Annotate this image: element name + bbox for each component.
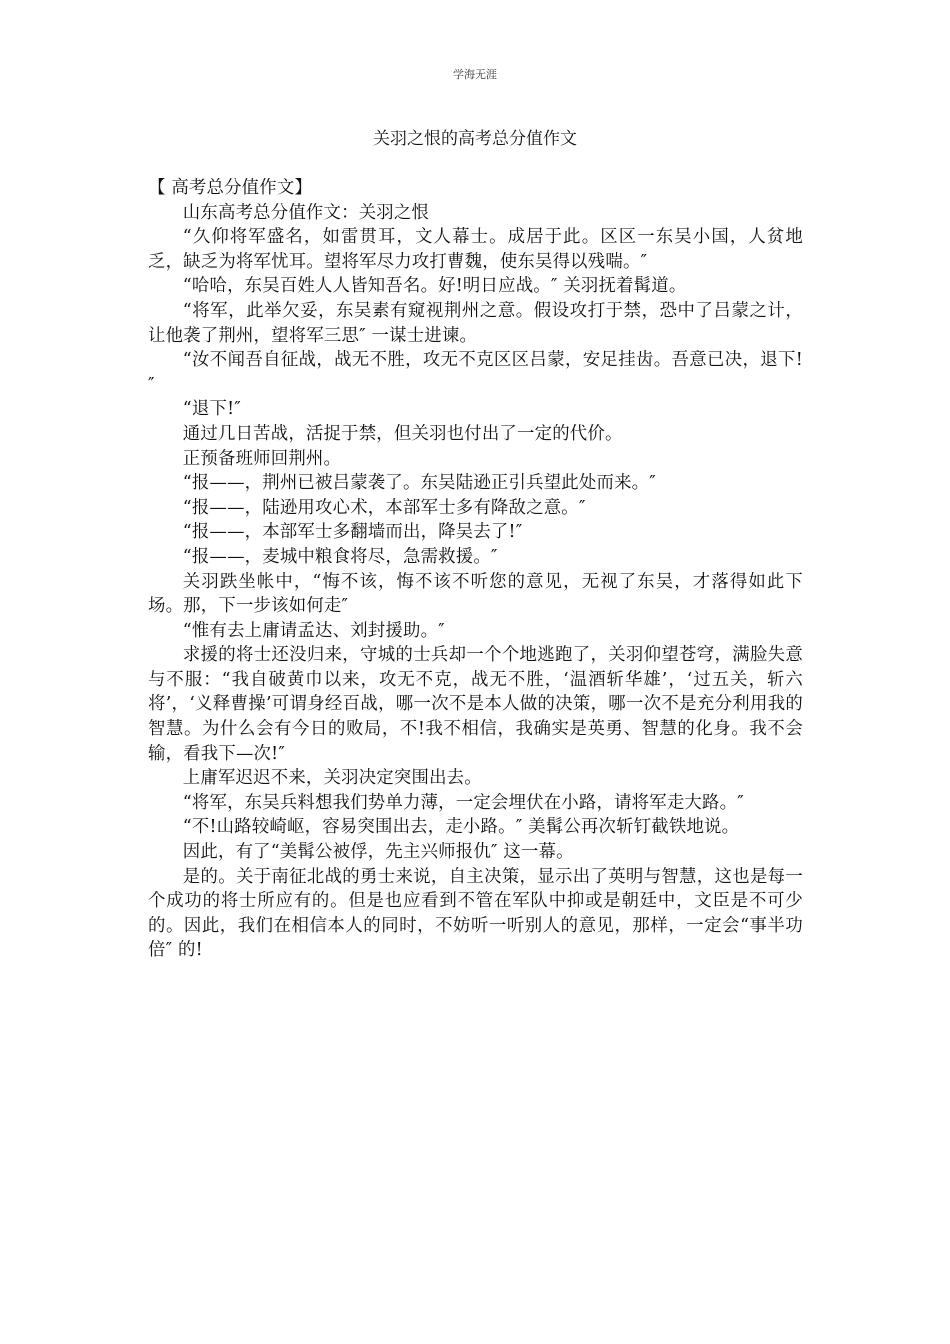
- paragraph: “汝不闻吾自征战，战无不胜，攻无不克区区吕蒙，安足挂齿。吾意已决，退下!″: [148, 350, 803, 395]
- paragraph: 上庸军迟迟不来，关羽决定突围出去。: [182, 768, 482, 789]
- paragraph: “将军，东吴兵料想我们势单力薄，一定会埋伏在小路，请将军走大路。″: [182, 792, 744, 813]
- paragraph: 求援的将士还没归来，守城的士兵却一个个地逃跑了，关羽仰望苍穹，满脸失意与不服：“我自破黄巾以来，攻无不克，战无不胜，‘温酒斩华雄’，‘过五关，斩六将’，‘义释曹操’可谓身经百战，哪一次不是本人做的决策，哪一次不是充分利用我的智慧。为什么会有今日的败局，不!我不相信，我确实是英勇、智慧的化身。我不会输，看我下—次!″: [148, 645, 803, 764]
- paragraph: “哈哈，东吴百姓人人皆知吾名。好!明日应战。″ 关羽抚着髯道。: [182, 276, 687, 297]
- paragraph: “将军，此举欠妥，东吴素有窥视荆州之意。假设攻打于禁，恐中了吕蒙之计，让他袭了荆州，望将军三思″ 一谋士进谏。: [148, 300, 803, 346]
- paragraph: “报——，陆逊用攻心术，本部军士多有降敌之意。″: [182, 497, 586, 518]
- paragraph: 关羽跌坐帐中，“悔不该，悔不该不听您的意见，无视了东吴，才落得如此下场。那，下一步该如何走″: [148, 571, 803, 617]
- paragraph: “报——，本部军士多翻墙而出，降吴去了!″: [182, 522, 523, 543]
- paragraph: “报——，麦城中粮食将尽，急需救援。″: [182, 546, 498, 567]
- paragraph: 是的。关于南征北战的勇士来说，自主决策，显示出了英明与智慧，这也是每一个成功的将士所应有的。但是也应看到不管在军队中抑或是朝廷中，文臣是不可少的。因此，我们在相信本人的同时，不妨听一听别人的意见，那样，一定会“事半功倍″ 的!: [148, 866, 803, 961]
- document-title: 关羽之恨的高考总分值作文: [373, 129, 577, 149]
- paragraph: 山东高考总分值作文：关羽之恨: [182, 202, 430, 223]
- document-body: [148, 176, 803, 963]
- paragraph: “退下!″: [182, 399, 241, 420]
- section-heading: 【 高考总分值作文】: [148, 178, 313, 198]
- paragraph: “报——，荆州已被吕蒙袭了。东吴陆逊正引兵望此处而来。″: [182, 473, 656, 494]
- paragraph: 因此，有了“美髯公被俘，先主兴师报仇″ 这一幕。: [182, 842, 574, 863]
- paragraph: 正预备班师回荆州。: [182, 448, 342, 469]
- paragraph: “惟有去上庸请孟达、刘封援助。″: [182, 620, 445, 641]
- page-header: 学海无涯: [453, 68, 497, 81]
- paragraph: “不!山路较崎岖，容易突围出去，走小路。″ 美髯公再次斩钉截铁地说。: [182, 817, 740, 838]
- paragraph: 通过几日苦战，活捉于禁，但关羽也付出了一定的代价。: [182, 423, 623, 444]
- paragraph: “久仰将军盛名，如雷贯耳，文人幕士。成居于此。区区一东吴小国，人贫地乏，缺乏为将军忧耳。望将军尽力攻打曹魏，使东吴得以残喘。″: [148, 227, 803, 272]
